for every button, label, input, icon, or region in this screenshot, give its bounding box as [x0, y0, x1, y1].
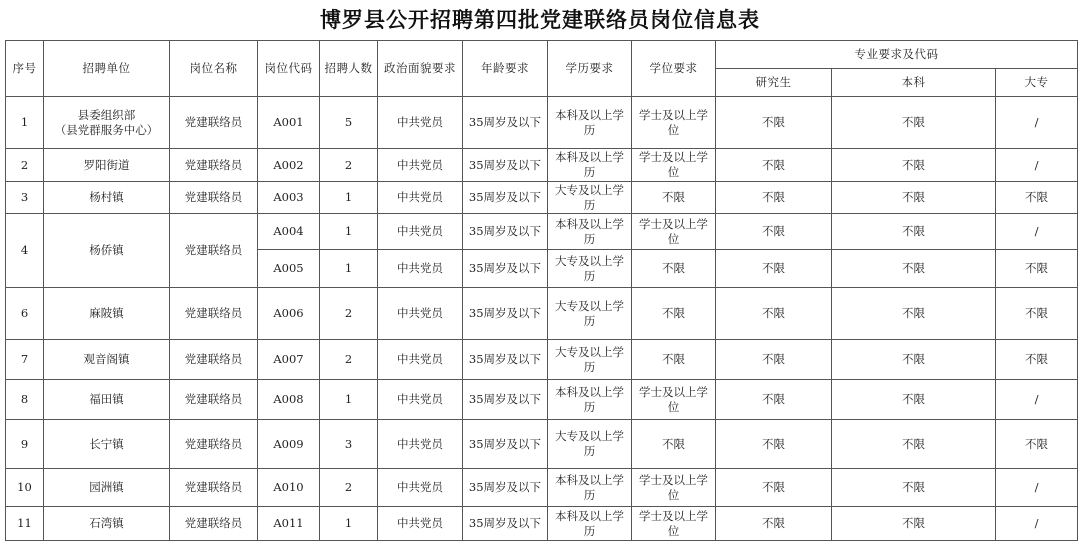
- cell-post-code: A010: [258, 469, 320, 507]
- cell-education: 本科及以上学历: [548, 469, 632, 507]
- recruitment-table: [5, 40, 1078, 541]
- cell-political: 中共党员: [378, 250, 463, 288]
- cell-count: 2: [320, 340, 378, 380]
- cell-education: 大专及以上学历: [548, 250, 632, 288]
- cell-seq: 3: [6, 182, 44, 214]
- cell-unit: 杨村镇: [44, 182, 170, 214]
- cell-age: 35周岁及以下: [463, 288, 548, 340]
- cell-unit: 园洲镇: [44, 469, 170, 507]
- cell-post-code: A003: [258, 182, 320, 214]
- cell-major-bachelor: 不限: [832, 340, 996, 380]
- cell-count: 3: [320, 420, 378, 469]
- cell-political: 中共党员: [378, 214, 463, 250]
- cell-major-grad: 不限: [716, 97, 832, 149]
- cell-political: 中共党员: [378, 380, 463, 420]
- cell-age: 35周岁及以下: [463, 420, 548, 469]
- cell-degree: 不限: [632, 250, 716, 288]
- cell-count: 1: [320, 507, 378, 541]
- header-education: 学历要求: [548, 41, 632, 97]
- cell-post-code: A002: [258, 149, 320, 182]
- cell-seq: 4: [6, 214, 44, 288]
- cell-major-bachelor: 不限: [832, 469, 996, 507]
- cell-degree: 学士及以上学位: [632, 380, 716, 420]
- cell-major-bachelor: 不限: [832, 97, 996, 149]
- cell-political: 中共党员: [378, 420, 463, 469]
- cell-major-bachelor: 不限: [832, 380, 996, 420]
- cell-political: 中共党员: [378, 507, 463, 541]
- table-row: [6, 214, 1078, 250]
- header-unit: 招聘单位: [44, 41, 170, 97]
- cell-age: 35周岁及以下: [463, 97, 548, 149]
- cell-post-code: A001: [258, 97, 320, 149]
- cell-unit: [44, 97, 170, 149]
- header-major-bachelor: 本科: [832, 69, 996, 97]
- cell-major-grad: 不限: [716, 149, 832, 182]
- cell-seq: 10: [6, 469, 44, 507]
- cell-count: 2: [320, 149, 378, 182]
- cell-major-college: 不限: [996, 420, 1078, 469]
- page-title: 博罗县公开招聘第四批党建联络员岗位信息表: [320, 7, 760, 32]
- cell-unit: 麻陂镇: [44, 288, 170, 340]
- cell-degree: 不限: [632, 420, 716, 469]
- cell-major-grad: 不限: [716, 182, 832, 214]
- table-row: [6, 469, 1078, 507]
- cell-post-name: 党建联络员: [170, 97, 258, 149]
- cell-major-bachelor: 不限: [832, 214, 996, 250]
- cell-age: 35周岁及以下: [463, 214, 548, 250]
- table-row: [6, 340, 1078, 380]
- header-seq: 序号: [6, 41, 44, 97]
- cell-education: 大专及以上学历: [548, 340, 632, 380]
- cell-unit: 罗阳街道: [44, 149, 170, 182]
- cell-seq: 8: [6, 380, 44, 420]
- cell-political: 中共党员: [378, 469, 463, 507]
- cell-post-code: A006: [258, 288, 320, 340]
- cell-post-name: 党建联络员: [170, 288, 258, 340]
- cell-major-bachelor: 不限: [832, 420, 996, 469]
- cell-degree: 不限: [632, 340, 716, 380]
- cell-unit: 石湾镇: [44, 507, 170, 541]
- cell-seq: 2: [6, 149, 44, 182]
- cell-education: 本科及以上学历: [548, 149, 632, 182]
- cell-age: 35周岁及以下: [463, 250, 548, 288]
- cell-major-college: 不限: [996, 182, 1078, 214]
- header-major-grad: 研究生: [716, 69, 832, 97]
- cell-post-name: 党建联络员: [170, 340, 258, 380]
- cell-degree: 学士及以上学位: [632, 469, 716, 507]
- header-major-college: 大专: [996, 69, 1078, 97]
- cell-major-college: 不限: [996, 340, 1078, 380]
- cell-degree: 不限: [632, 288, 716, 340]
- cell-education: 大专及以上学历: [548, 420, 632, 469]
- table-row: [6, 182, 1078, 214]
- cell-count: 1: [320, 250, 378, 288]
- cell-major-college: /: [996, 214, 1078, 250]
- table-row: [6, 149, 1078, 182]
- cell-major-bachelor: 不限: [832, 182, 996, 214]
- cell-count: 2: [320, 469, 378, 507]
- cell-post-code: A007: [258, 340, 320, 380]
- cell-education: 本科及以上学历: [548, 380, 632, 420]
- table-row: [6, 288, 1078, 340]
- cell-post-name: 党建联络员: [170, 149, 258, 182]
- cell-post-name: 党建联络员: [170, 182, 258, 214]
- header-post-name: 岗位名称: [170, 41, 258, 97]
- cell-political: 中共党员: [378, 182, 463, 214]
- cell-education: 大专及以上学历: [548, 182, 632, 214]
- cell-political: 中共党员: [378, 288, 463, 340]
- cell-education: 本科及以上学历: [548, 507, 632, 541]
- cell-seq: 11: [6, 507, 44, 541]
- cell-major-college: 不限: [996, 250, 1078, 288]
- cell-major-grad: 不限: [716, 250, 832, 288]
- header-political: 政治面貌要求: [378, 41, 463, 97]
- header-degree: 学位要求: [632, 41, 716, 97]
- cell-major-college: /: [996, 380, 1078, 420]
- cell-seq: 6: [6, 288, 44, 340]
- cell-major-grad: 不限: [716, 214, 832, 250]
- cell-post-name: 党建联络员: [170, 214, 258, 288]
- cell-major-bachelor: 不限: [832, 507, 996, 541]
- cell-age: 35周岁及以下: [463, 182, 548, 214]
- cell-count: 2: [320, 288, 378, 340]
- cell-major-college: 不限: [996, 288, 1078, 340]
- cell-degree: 不限: [632, 182, 716, 214]
- cell-education: 本科及以上学历: [548, 214, 632, 250]
- cell-post-code: A011: [258, 507, 320, 541]
- cell-post-code: A005: [258, 250, 320, 288]
- cell-count: 1: [320, 214, 378, 250]
- cell-education: 大专及以上学历: [548, 288, 632, 340]
- cell-post-name: 党建联络员: [170, 469, 258, 507]
- cell-count: 1: [320, 182, 378, 214]
- header-major-group: 专业要求及代码: [716, 41, 1078, 69]
- table-row: [6, 380, 1078, 420]
- cell-education: 本科及以上学历: [548, 97, 632, 149]
- cell-age: 35周岁及以下: [463, 469, 548, 507]
- table-row: [6, 420, 1078, 469]
- cell-post-name: 党建联络员: [170, 507, 258, 541]
- cell-post-name: 党建联络员: [170, 420, 258, 469]
- cell-unit: 杨侨镇: [44, 214, 170, 288]
- cell-unit-line: 县委组织部: [77, 107, 136, 122]
- cell-degree: 学士及以上学位: [632, 507, 716, 541]
- cell-degree: 学士及以上学位: [632, 149, 716, 182]
- cell-major-grad: 不限: [716, 288, 832, 340]
- header-count: 招聘人数: [320, 41, 378, 97]
- cell-post-code: A009: [258, 420, 320, 469]
- cell-unit: 长宁镇: [44, 420, 170, 469]
- cell-post-code: A004: [258, 214, 320, 250]
- cell-major-college: /: [996, 507, 1078, 541]
- cell-major-grad: 不限: [716, 420, 832, 469]
- cell-age: 35周岁及以下: [463, 340, 548, 380]
- cell-count: 5: [320, 97, 378, 149]
- cell-major-college: /: [996, 149, 1078, 182]
- cell-major-college: /: [996, 97, 1078, 149]
- cell-major-grad: 不限: [716, 380, 832, 420]
- cell-major-college: /: [996, 469, 1078, 507]
- cell-unit: 观音阁镇: [44, 340, 170, 380]
- cell-post-name: 党建联络员: [170, 380, 258, 420]
- cell-political: 中共党员: [378, 340, 463, 380]
- header-post-code: 岗位代码: [258, 41, 320, 97]
- cell-major-bachelor: 不限: [832, 288, 996, 340]
- cell-seq: 1: [6, 97, 44, 149]
- cell-unit: 福田镇: [44, 380, 170, 420]
- cell-age: 35周岁及以下: [463, 507, 548, 541]
- cell-political: 中共党员: [378, 97, 463, 149]
- cell-seq: 7: [6, 340, 44, 380]
- cell-major-grad: 不限: [716, 340, 832, 380]
- cell-political: 中共党员: [378, 149, 463, 182]
- cell-age: 35周岁及以下: [463, 149, 548, 182]
- cell-seq: 9: [6, 420, 44, 469]
- cell-major-grad: 不限: [716, 507, 832, 541]
- cell-unit-line: （县党群服务中心）: [54, 122, 159, 137]
- cell-major-grad: 不限: [716, 469, 832, 507]
- cell-post-code: A008: [258, 380, 320, 420]
- table-row: [6, 97, 1078, 149]
- cell-major-bachelor: 不限: [832, 149, 996, 182]
- cell-major-bachelor: 不限: [832, 250, 996, 288]
- cell-degree: 学士及以上学位: [632, 97, 716, 149]
- cell-age: 35周岁及以下: [463, 380, 548, 420]
- table-row: [6, 507, 1078, 541]
- cell-degree: 学士及以上学位: [632, 214, 716, 250]
- cell-count: 1: [320, 380, 378, 420]
- header-age: 年龄要求: [463, 41, 548, 97]
